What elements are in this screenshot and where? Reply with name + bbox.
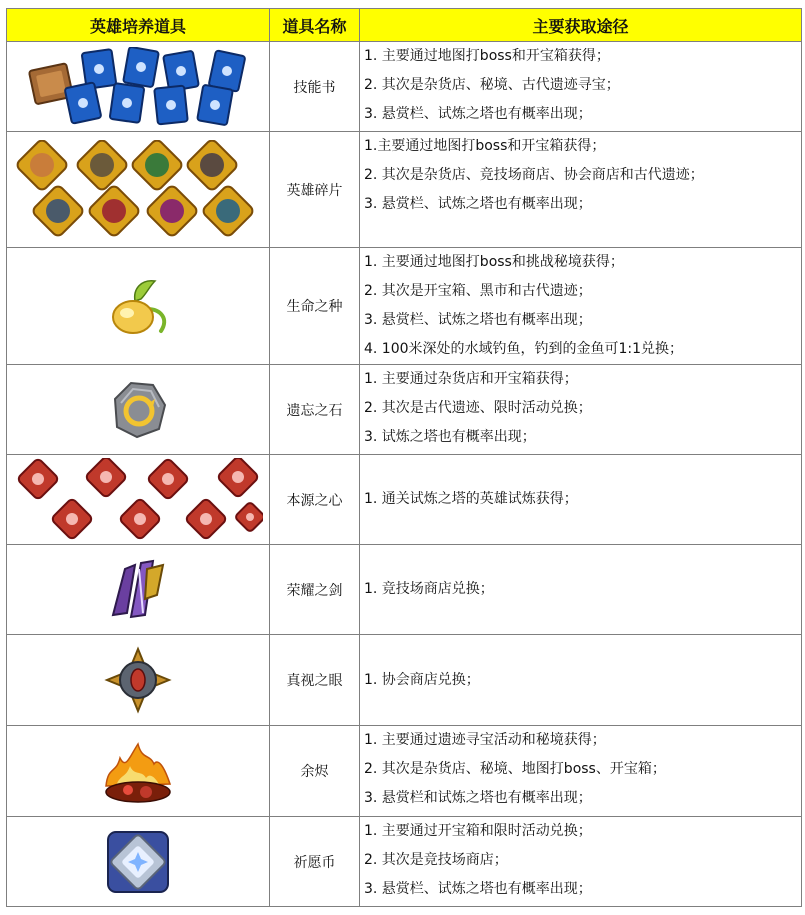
- acquisition-line: 1. 通关试炼之塔的英雄试炼获得；: [364, 491, 578, 507]
- acquisition-line: 1. 竞技场商店兑换；: [364, 581, 494, 597]
- acquisition-line: 2. 其次是开宝箱、黑市和古代遗迹；: [364, 283, 592, 299]
- hero-shard-icon: [13, 140, 263, 240]
- table-row: [7, 726, 802, 817]
- header-row: [7, 9, 802, 42]
- acquisition-line: 3. 悬赏栏、试炼之塔也有概率出现；: [364, 106, 592, 122]
- item-table: [6, 8, 802, 907]
- acquisition-line: 1. 主要通过地图打boss和开宝箱获得；: [364, 48, 610, 64]
- table-row: [7, 635, 802, 726]
- item-name: 英雄碎片: [270, 132, 360, 248]
- item-name: 遗忘之石: [270, 365, 360, 455]
- header-item-name: 道具名称: [270, 9, 360, 42]
- origin-heart-icon: [13, 458, 263, 542]
- acquisition-line: 1. 协会商店兑换；: [364, 671, 480, 688]
- acquisition-line: 2. 其次是竞技场商店；: [364, 852, 508, 868]
- acquisition-line: 1. 主要通过遗迹寻宝活动和秘境获得；: [364, 732, 606, 748]
- acquisition-line: 1.主要通过地图打boss和开宝箱获得；: [364, 138, 606, 154]
- table-row: [7, 248, 802, 365]
- table-row: [7, 455, 802, 545]
- item-name: 真视之眼: [270, 635, 360, 726]
- skill-book-icon: [26, 47, 251, 127]
- item-name: 祈愿币: [270, 817, 360, 907]
- item-name: 生命之种: [270, 248, 360, 365]
- table-row: [7, 132, 802, 248]
- item-name: 余烬: [270, 726, 360, 817]
- acquisition-line: 2. 其次是杂货店、竞技场商店、协会商店和古代遗迹；: [364, 167, 704, 183]
- header-item-category: 英雄培养道具: [7, 9, 270, 42]
- wish-coin-icon: [104, 828, 172, 896]
- acquisition-line: 4. 100米深处的水域钓鱼，钓到的金鱼可1:1兑换；: [364, 341, 684, 357]
- forgotten-stone-icon: [105, 377, 171, 443]
- acquisition-line: 1. 主要通过开宝箱和限时活动兑换；: [364, 823, 592, 839]
- table-row: [7, 365, 802, 455]
- embers-icon: [98, 736, 178, 806]
- item-name: 技能书: [270, 42, 360, 132]
- acquisition-line: 2. 其次是杂货店、秘境、古代遗迹寻宝；: [364, 77, 620, 93]
- table-row: [7, 545, 802, 635]
- header-acquisition: 主要获取途径: [360, 9, 802, 42]
- item-name: 本源之心: [270, 455, 360, 545]
- acquisition-line: 2. 其次是古代遗迹、限时活动兑换；: [364, 400, 592, 416]
- acquisition-line: 3. 试炼之塔也有概率出现；: [364, 429, 536, 445]
- table-row: [7, 42, 802, 132]
- acquisition-line: 3. 悬赏栏和试炼之塔也有概率出现；: [364, 790, 592, 806]
- acquisition-line: 1. 主要通过杂货店和开宝箱获得；: [364, 371, 578, 387]
- acquisition-line: 3. 悬赏栏、试炼之塔也有概率出现；: [364, 312, 592, 328]
- item-name: 荣耀之剑: [270, 545, 360, 635]
- true-sight-eye-icon: [103, 645, 173, 715]
- glory-sword-icon: [105, 555, 171, 625]
- acquisition-line: 3. 悬赏栏、试炼之塔也有概率出现；: [364, 196, 592, 212]
- acquisition-line: 3. 悬赏栏、试炼之塔也有概率出现；: [364, 881, 592, 897]
- seed-of-life-icon: [103, 271, 173, 341]
- acquisition-line: 2. 其次是杂货店、秘境、地图打boss、开宝箱；: [364, 761, 666, 777]
- table-row: [7, 817, 802, 907]
- acquisition-line: 1. 主要通过地图打boss和挑战秘境获得；: [364, 254, 624, 270]
